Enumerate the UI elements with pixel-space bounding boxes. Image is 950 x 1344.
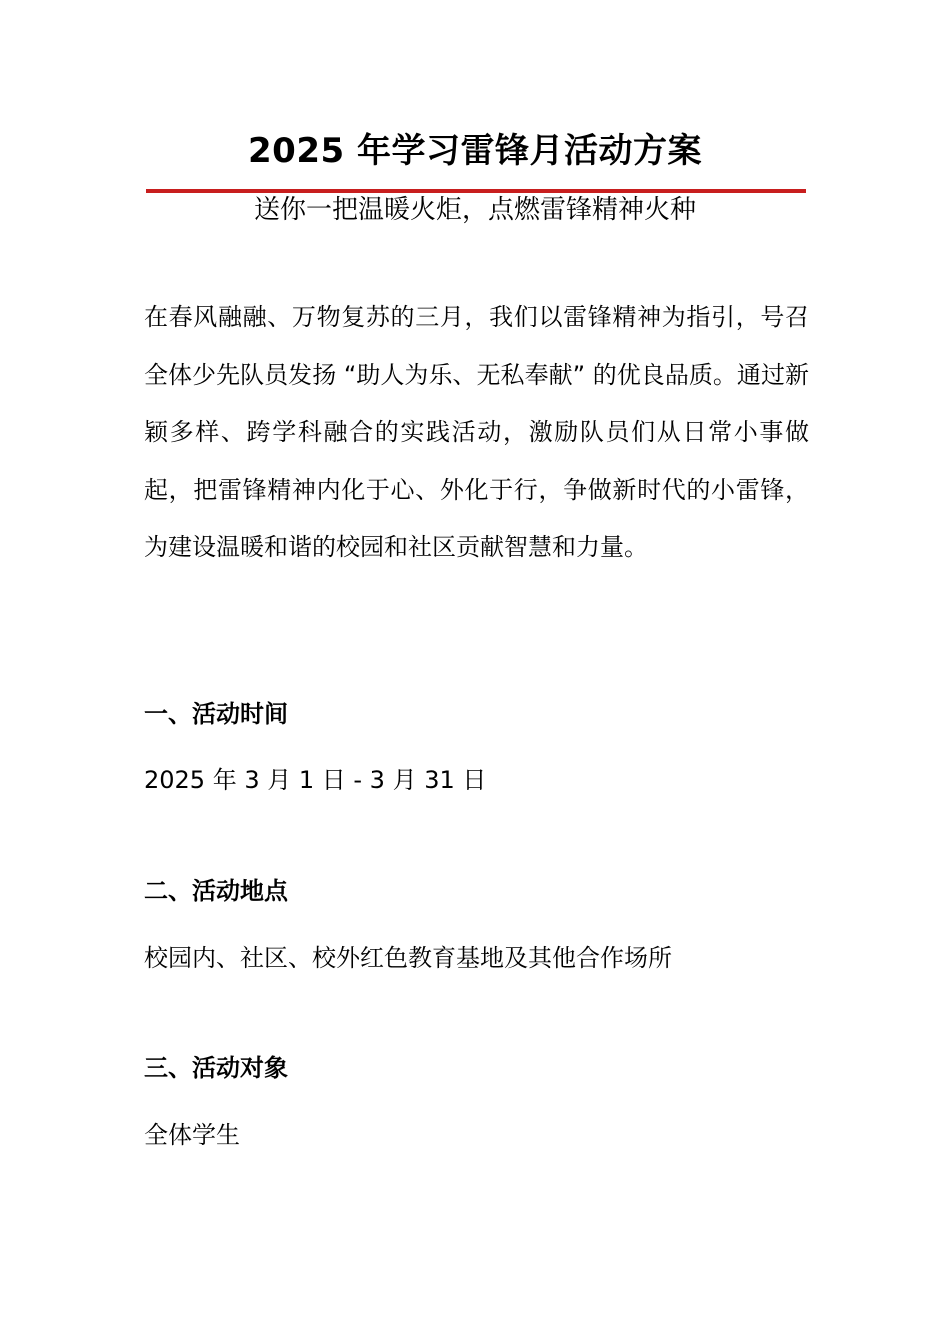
section-heading-audience: 三、活动对象 — [144, 1054, 288, 1082]
section-heading-location: 二、活动地点 — [144, 877, 288, 905]
document-title: 2025 年学习雷锋月活动方案 — [248, 131, 702, 171]
section-text-time: 2025 年 3 月 1 日 - 3 月 31 日 — [144, 766, 487, 794]
section-heading-time: 一、活动时间 — [144, 700, 288, 728]
section-text-location: 校园内、社区、校外红色教育基地及其他合作场所 — [144, 944, 672, 972]
document-subtitle: 送你一把温暖火炬，点燃雷锋精神火种 — [253, 195, 696, 225]
section-text-audience: 全体学生 — [144, 1121, 240, 1149]
intro-paragraph: 在春风融融、万物复苏的三月，我们以雷锋精神为指引，号召全体少先队员发扬 “助人为乐、无私奉献” 的优良品质。通过新颖多样、跨学科融合的实践活动，激励队员们从日常小事做起，把雷锋精神内化于心、外化于行，争做新时代的小雷锋，为建设温暖和谐的校园和社区贡献智慧和力量。 — [144, 303, 809, 561]
